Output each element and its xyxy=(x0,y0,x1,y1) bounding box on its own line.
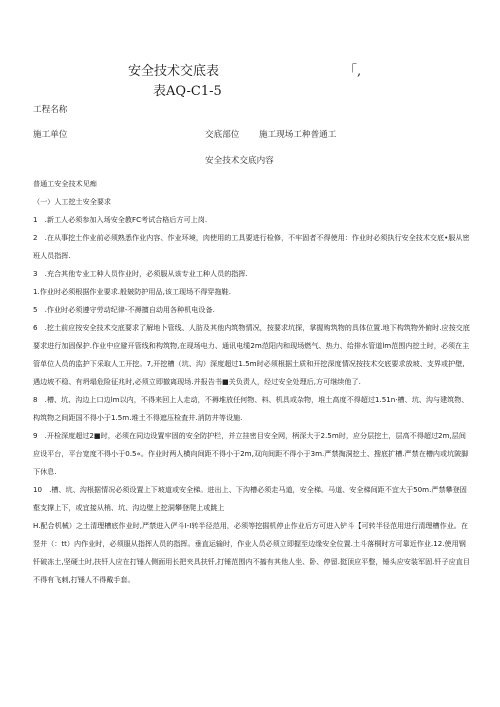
paragraph: 10 .槽、坑、沟根据情况必须设置上下坡道或安全梯。进出上、下沟槽必须走马道，安全梯。马道、安全梯间距不宜大于50m.严禁攀登固壑支撑上下，或宜接从梢、坑、沟边壁上挖洞攀登爬上或跳上 xyxy=(33,485,467,512)
paragraph: 1 .新工人必须参加入场安全教FC考试合格后方可上岗. xyxy=(33,215,208,224)
section-title: 安全技术交底内容 xyxy=(205,156,274,166)
paragraph: H.配合机械）之土清理槽底作业时,严禁进入俨斗I-I转半径范用，必须等挖掘机停止作业后方可进入铲斗【可转半径范用进行清理槽作业。在竖井（：tt）内作业时，必须服从指挥人员的指挥。垂直运输时，作业人员必须立即握至边缘安全位置.土斗落桐时方可靠近作业.12.使用钢钎破冻土,坚硬土时,扶钎人应在打锤人侧面用长把夹具扶钎,打锤范围内不搐有其他人坐、卧、停留.挺顶应平整，锤头应安装军固.钎子应直目不得有飞刺,打锤人不得戴手套。 xyxy=(33,521,470,584)
form-code: 表AQ-C1-5 xyxy=(153,84,222,99)
form-title: 安全技术交底表 xyxy=(128,64,220,79)
project-name-label: 工程名称 xyxy=(33,105,68,115)
paragraph: 8 .槽、坑、沟边上口边lm以内，不得来回上人走动，不褥堆放任何物、料、机具或杂物，堆土高度不得超过1.51n·槽、坑、沟与建筑物、构筑物之间距国不得小于1.5m.堆土不得遮压检査井.消防井等设施. xyxy=(33,395,469,422)
corner-mark: 「, xyxy=(344,64,362,79)
handover-part-value: 施工现场工种普通工 xyxy=(259,130,337,140)
paragraph: 3 .充合其他专业工种人员作业时，必须服从该专业工种人员的指挥. xyxy=(33,269,248,278)
paragraph: （一）人工挖土安全要求 xyxy=(33,197,112,206)
paragraph: 2 .在从事挖土作业前必须熟悉作业内容、作业环境，肉使用的工具要进行检修，不牢固者不得使用：作业时必须执行安全技术交底•服从密班人员指挥. xyxy=(33,233,470,260)
paragraph: 5 .作业时必须遵守劳动纪律-不褥擅自动用各种机电设备. xyxy=(33,305,215,314)
construction-unit-label: 施工单位 xyxy=(33,130,68,140)
handover-content xyxy=(33,175,471,589)
paragraph: 9 .开检深度超过2■时，必须在同边设置牢固的安全防护栏，并立挂密目安全网，柄深大于2.5m时，应分层挖土，层高不得超过2m,层间应设平台，平台宽度不得小于0.5«。作业时两人横向间距不得小于2m,双向间距不得小于3m.严禁掏洞挖土、搜底扩槽.严禁在槽内或坑陂脚下休息. xyxy=(33,431,469,476)
paragraph: 1.作业时必须根据作业要求.般皴防护用品,该工现场不得穿拖鞋. xyxy=(33,287,231,296)
handover-part-label: 交底部位 xyxy=(205,130,240,140)
paragraph: 普通工安全技术见痴 xyxy=(33,179,97,188)
paragraph: 6 .挖土前应按安全技术交底要求了解地卜管线、人肪及其他内筑物情况，按要求坑探，掌握购筑物的具体位置.地下构筑物外俯时.应按交底要求进行加固保护.作业中应避开管线和构筑物,在现场电力、通讯电缆2m范阳内和现场燃气、热力、给排水管道lm范围内挖土时，必须在主管单位人员的监护下采取人工开挖。7,开挖槽（坑、沟）深度超过1.5m时必须根据土质和开挖深度情况按技术交底要求放坡、支界或护壁,遇边坡不稳、有坍塌危险征兆时,必须立即撤离现场.并报告书■关负责人，经过安全处理后,方可继续他了. xyxy=(33,323,470,386)
